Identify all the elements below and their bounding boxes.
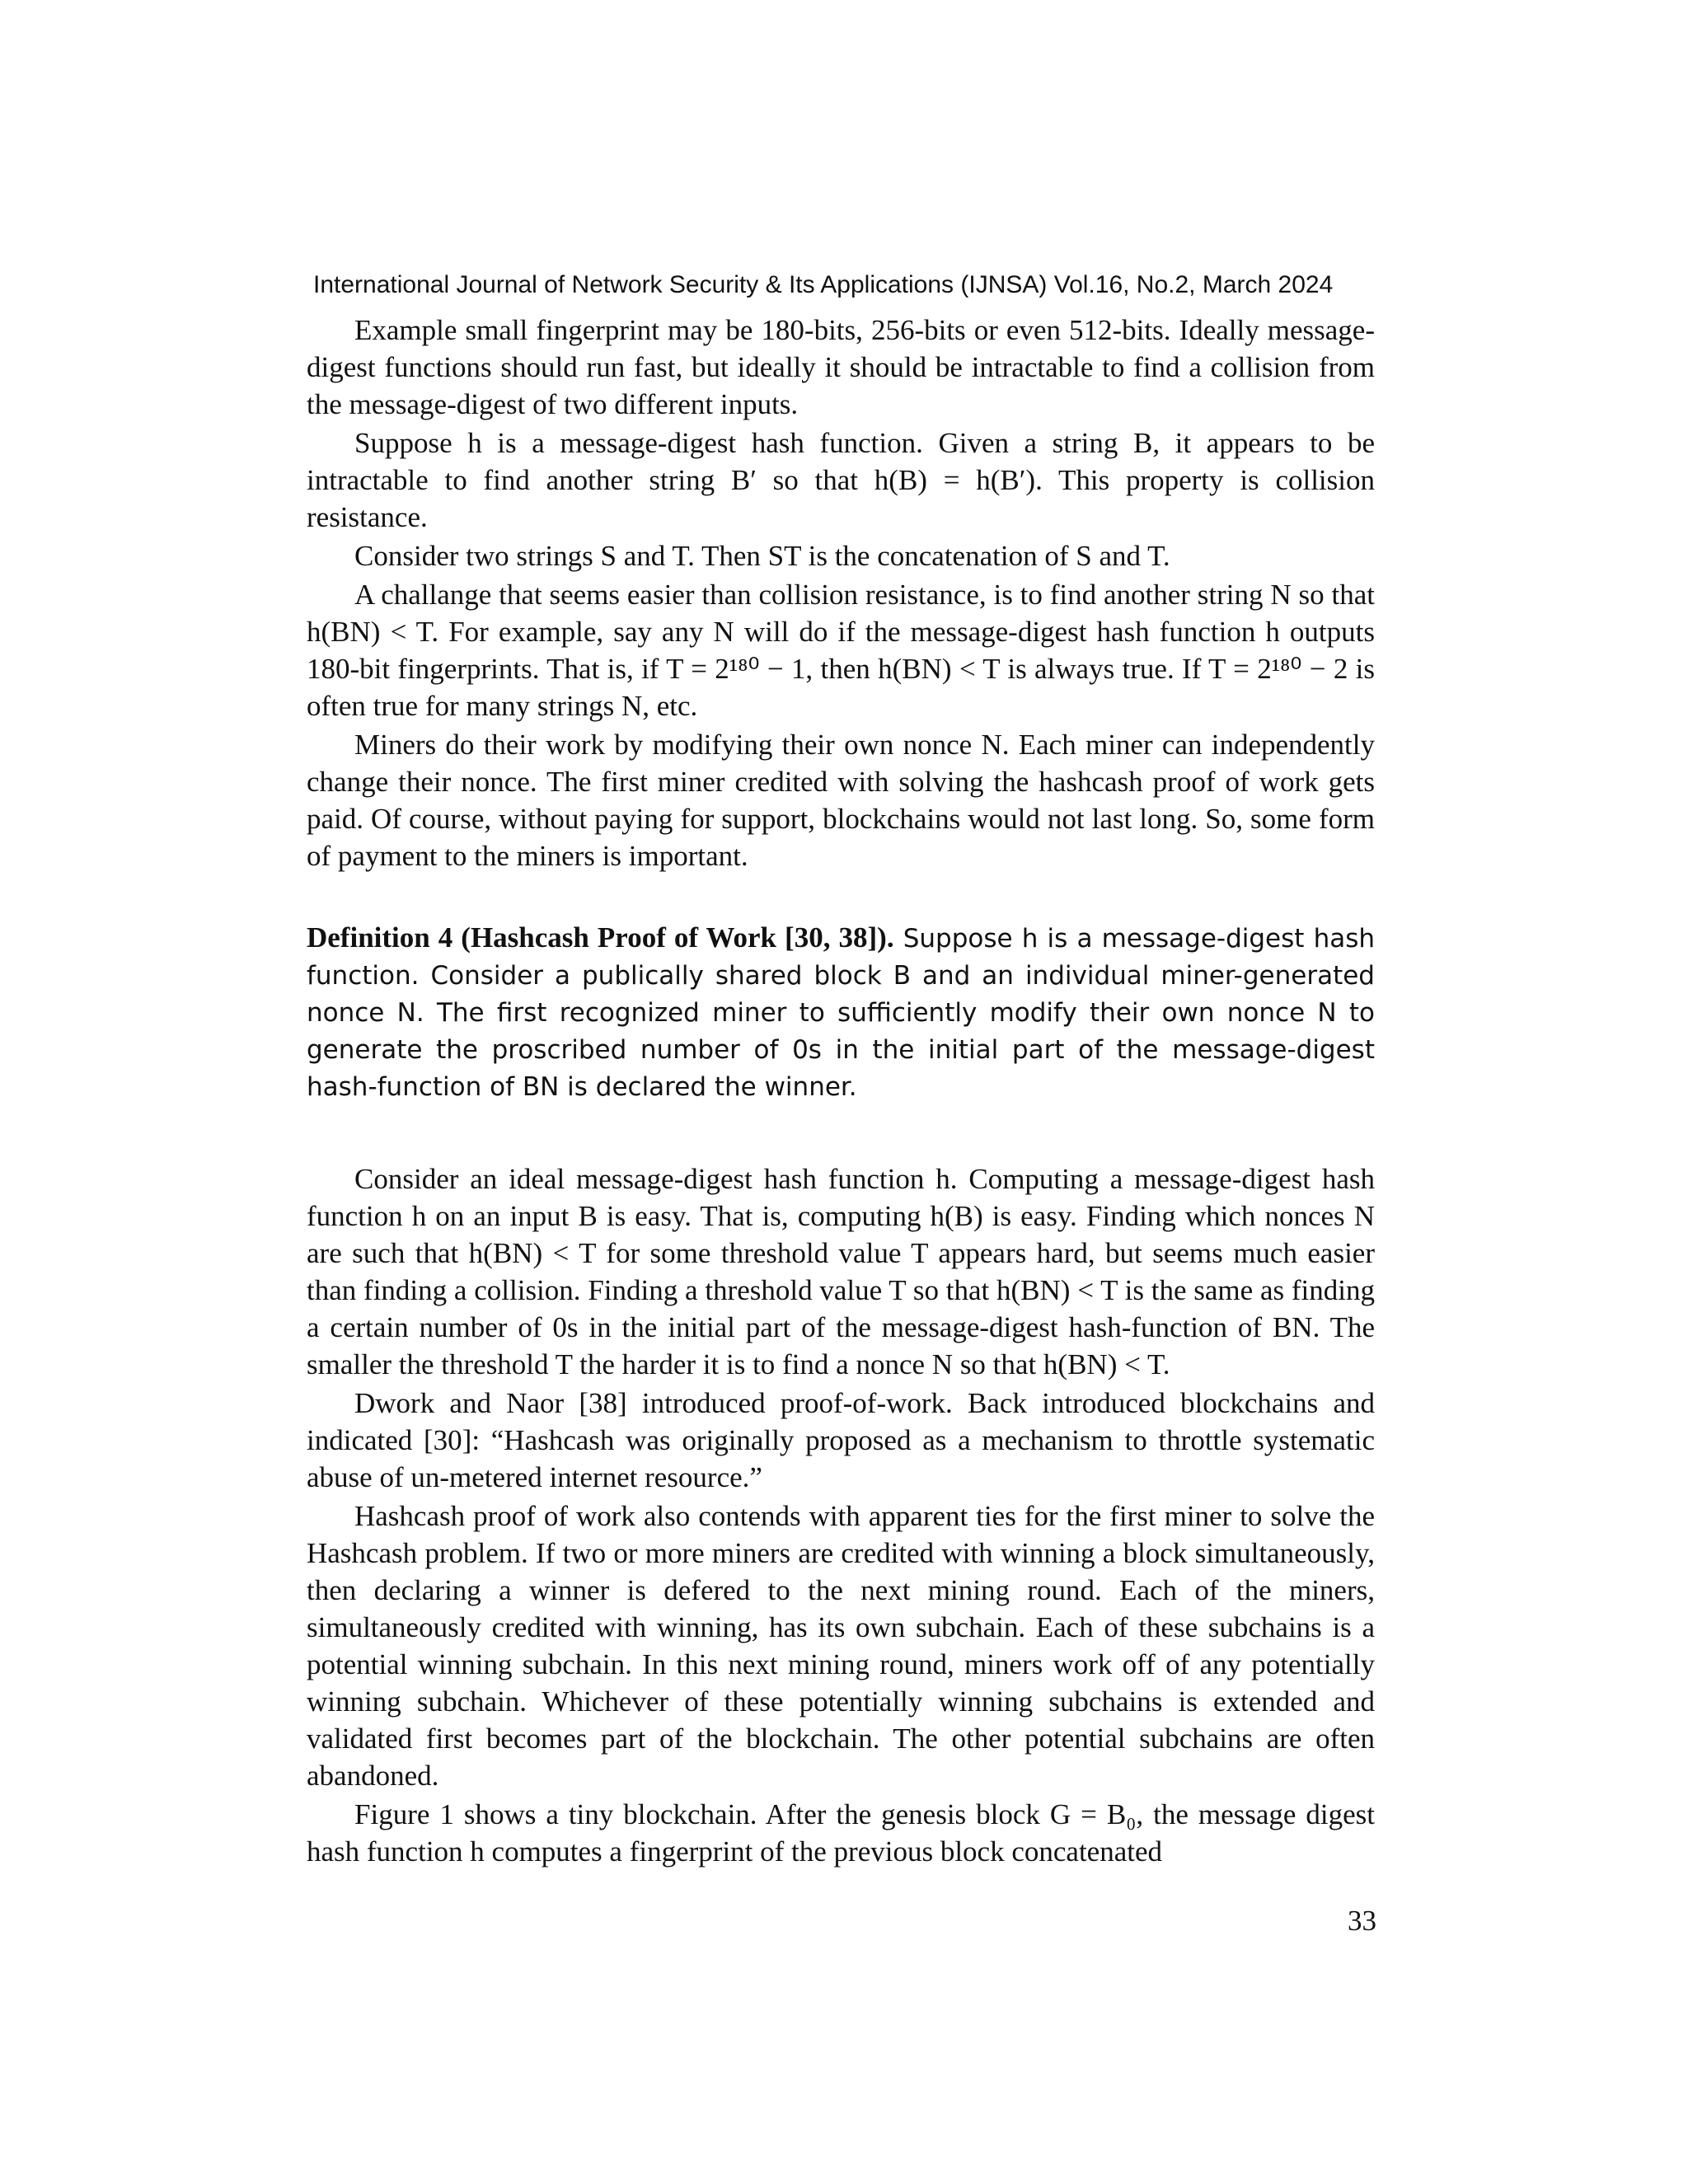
paragraph-concatenation: Consider two strings S and T. Then ST is the concatenation of S and T. <box>354 540 1170 572</box>
paragraph-ties: Hashcash proof of work also contends with apparent ties for the first miner to solve the Hashcash problem. If two or more miners are credited with winning a block simultaneously, then declaring a winner is defered to the next mining round. Each of the miners, simultaneously credited with winning, has its own subchain. Each of these subchains is a potential winning subchain. In this next mining round, miners work off of any potentially winning subchain. Whichever of these potentially winning subchains is extended and validated first becomes part of the blockchain. The other potential subchains are often abandoned. <box>307 1500 1375 1792</box>
page-number: 33 <box>1348 1905 1376 1937</box>
definition-heading: Definition 4 (Hashcash Proof of Work [30, 38]). <box>307 921 894 954</box>
paragraph-fingerprint-size: Example small fingerprint may be 180-bits, 256-bits or even 512-bits. Ideally message-digest functions should run fast, but ideally it should be intractable to find a collision from the message-digest of two different inputs. <box>307 314 1375 420</box>
paragraph-dwork-naor: Dwork and Naor [38] introduced proof-of-work. Back introduced blockchains and indicated [30]: “Hashcash was originally proposed as a mechanism to throttle systematic abuse of un-metered internet resource.” <box>307 1387 1375 1493</box>
paragraph-threshold-challenge: A challange that seems easier than collision resistance, is to find another string N so that h(BN) < T. For example, say any N will do if the message-digest hash function h outputs 180-bit fingerprints. That is, if T = 2¹⁸⁰ − 1, then h(BN) < T is always true. If T = 2¹⁸⁰ − 2 is often true for many strings N, etc. <box>307 579 1375 722</box>
paragraph-collision-resistance: Suppose h is a message-digest hash function. Given a string B, it appears to be intractable to find another string B′ so that h(B) = h(B′). This property is collision resistance. <box>307 427 1375 533</box>
definition-block <box>307 919 1375 1106</box>
definition-text: Suppose h is a message-digest hash function. Consider a publically shared block B and an individual miner-generated nonce N. The first recognized miner to sufficiently modify their own nonce N to generate the proscribed number of 0s in the initial part of the message-digest hash-function of BN is declared the winner. <box>307 924 1376 1102</box>
running-header: International Journal of Network Security & Its Applications (IJNSA) Vol.16, No.2, March 2024 <box>313 271 1334 298</box>
paragraph-miners-nonce: Miners do their work by modifying their own nonce N. Each miner can independently change their nonce. The first miner credited with solving the hashcash proof of work gets paid. Of course, without paying for support, blockchains would not last long. So, some form of payment to the miners is important. <box>307 729 1375 872</box>
paragraph-ideal-hash: Consider an ideal message-digest hash function h. Computing a message-digest hash function h on an input B is easy. That is, computing h(B) is easy. Finding which nonces N are such that h(BN) < T for some threshold value T appears hard, but seems much easier than finding a collision. Finding a threshold value T so that h(BN) < T is the same as finding a certain number of 0s in the initial part of the message-digest hash-function of BN. The smaller the threshold T the harder it is to find a nonce N so that h(BN) < T. <box>307 1163 1375 1380</box>
body-text <box>307 312 1375 1872</box>
paragraph-figure-reference: Figure 1 shows a tiny blockchain. After the genesis block G = B₀, the message digest hash function h computes a fingerprint of the previous block concatenated <box>307 1798 1375 1868</box>
